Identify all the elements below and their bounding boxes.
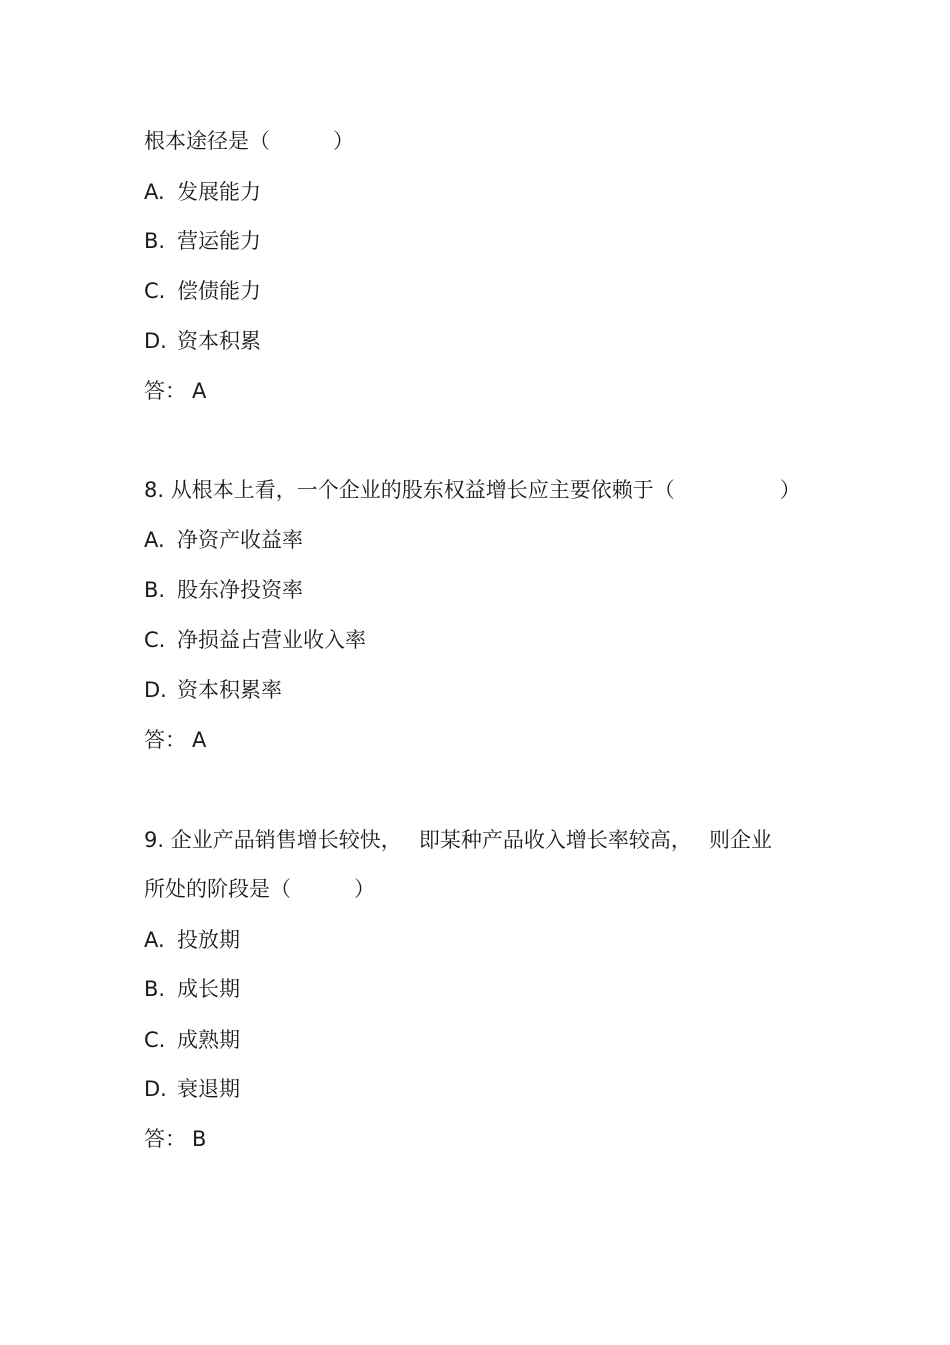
option-text: 衰退期 [177, 1077, 240, 1101]
option-letter: A. [144, 180, 165, 204]
option-text: 投放期 [177, 928, 240, 952]
answer-label: 答： [144, 728, 186, 752]
question-9-answer [144, 1126, 206, 1152]
option-letter: B. [144, 229, 166, 253]
question-9-option-c [144, 1027, 240, 1053]
option-text: 偿债能力 [177, 279, 261, 303]
option-letter: A. [144, 928, 165, 952]
option-text: 资本积累 [177, 329, 261, 353]
question-9-option-a [144, 927, 240, 953]
question-7-option-d [144, 328, 261, 354]
option-text: 成熟期 [177, 1028, 240, 1052]
option-text: 资本积累率 [177, 678, 282, 702]
answer-label: 答： [144, 379, 186, 403]
question-8-option-a [144, 527, 303, 553]
question-7-option-a [144, 179, 261, 205]
question-7-option-c [144, 278, 261, 304]
question-9-option-d [144, 1076, 240, 1102]
question-9-stem-line2: 所处的阶段是（ ） [144, 877, 375, 901]
answer-label: 答： [144, 1127, 186, 1151]
option-text: 净资产收益率 [177, 528, 303, 552]
option-letter: C. [144, 1028, 166, 1052]
answer-value: B [192, 1127, 207, 1151]
question-9-option-b [144, 976, 240, 1002]
option-text: 营运能力 [177, 229, 261, 253]
option-letter: B. [144, 977, 166, 1001]
option-text: 成长期 [177, 977, 240, 1001]
option-letter: D. [144, 1077, 167, 1101]
question-7-stem-tail: 根本途径是（ ） [144, 129, 354, 153]
question-8-answer [144, 727, 206, 753]
answer-value: A [192, 379, 207, 403]
option-letter: A. [144, 528, 165, 552]
question-7-option-b [144, 228, 261, 254]
question-8-option-b [144, 577, 303, 603]
option-letter: C. [144, 279, 166, 303]
question-7-answer [144, 378, 206, 404]
option-text: 净损益占营业收入率 [177, 628, 366, 652]
option-text: 股东净投资率 [177, 578, 303, 602]
answer-value: A [192, 728, 207, 752]
option-letter: C. [144, 628, 166, 652]
question-8-stem: 8. 从根本上看，一个企业的股东权益增长应主要依赖于（ ） [144, 478, 801, 502]
question-8-option-d [144, 677, 282, 703]
option-letter: D. [144, 678, 167, 702]
option-text: 发展能力 [177, 180, 261, 204]
question-8-option-c [144, 627, 366, 653]
option-letter: B. [144, 578, 166, 602]
question-9-stem-line1: 9. 企业产品销售增长较快， 即某种产品收入增长率较高， 则企业 [144, 828, 773, 852]
option-letter: D. [144, 329, 167, 353]
